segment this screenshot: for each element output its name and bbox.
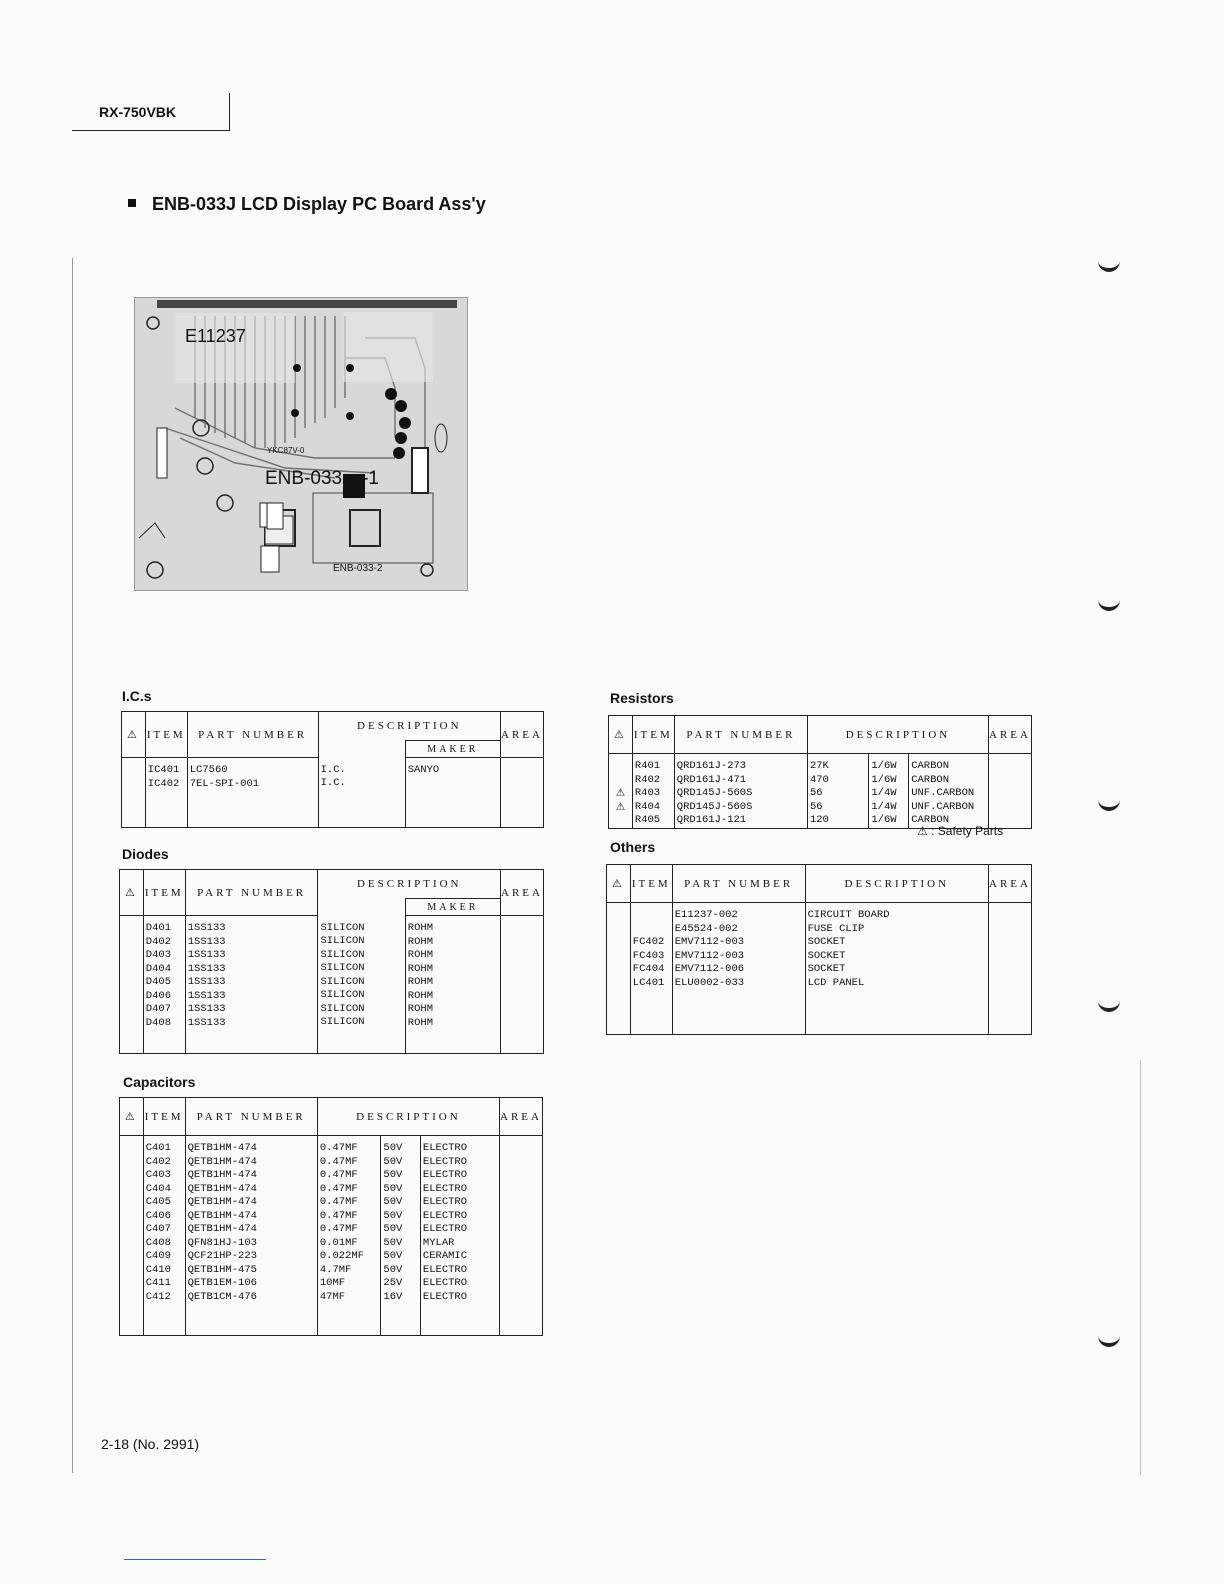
col-part-number: PART NUMBER [185,1098,317,1136]
other-part: E11237-002 [674,909,738,921]
diode-part: 1SS133 [187,976,226,988]
cap-volt: 50V [383,1142,403,1154]
cap-item: C402 [145,1155,171,1168]
other-part: EMV7112-006 [674,963,745,975]
capacitors-heading: Capacitors [123,1074,196,1090]
col-description: DESCRIPTION [807,716,988,754]
cap-type: ELECTRO [422,1169,468,1181]
cap-value: 4.7MF [319,1263,352,1276]
cap-part: QETB1HM-474 [187,1223,257,1235]
header-rule-vertical [229,93,230,130]
col-maker: MAKER [405,899,500,916]
cap-type: ELECTRO [422,1263,468,1276]
board-label-ykc: YKC87V-0 [267,446,305,455]
cap-item: C401 [145,1142,171,1154]
other-desc: FUSE CLIP [807,922,865,935]
diode-part: 1SS133 [187,1003,226,1015]
diode-desc: SILICON [320,948,365,961]
cap-item: C412 [145,1290,171,1303]
cap-value: 0.47MF [319,1209,358,1222]
diode-part: 1SS133 [187,1016,226,1029]
ic-desc: I.C. [320,777,346,789]
res-part: QRD161J-121 [676,814,747,826]
cap-part: QETB1HM-474 [187,1142,257,1154]
cap-volt: 50V [383,1209,403,1222]
col-item: ITEM [630,865,672,903]
warning-icon [611,814,630,828]
board-label-top: E11237 [185,326,246,346]
ic-maker: SANYO [407,764,440,776]
other-desc: SOCKET [807,936,846,948]
res-type: CARBON [911,760,949,772]
res-watt: 1/6W [871,814,897,826]
diode-desc: SILICON [320,921,365,934]
other-desc: CIRCUIT BOARD [807,909,890,921]
other-part: ELU0002-033 [674,976,745,989]
cap-part: QETB1HM-474 [187,1209,257,1222]
cap-value: 0.47MF [319,1142,358,1154]
ic-part: 7EL-SPI-001 [189,777,260,790]
cap-volt: 25V [383,1277,403,1289]
diode-item: D406 [145,989,172,1002]
cap-item: C410 [145,1263,171,1276]
diode-desc: SILICON [320,962,365,974]
cap-volt: 50V [383,1155,403,1168]
ic-desc: I.C. [320,763,346,776]
cap-item: C406 [145,1209,171,1222]
page-number: 2-18 (No. 2991) [101,1436,200,1452]
others-heading: Others [610,839,656,855]
other-desc: SOCKET [807,949,846,962]
col-area: AREA [501,712,544,758]
col-description: DESCRIPTION [318,712,500,741]
cap-type: ELECTRO [422,1196,468,1208]
col-part-number: PART NUMBER [185,870,318,916]
res-watt: 1/4W [871,787,897,799]
diode-desc: SILICON [320,935,365,947]
safety-col-icon: ⚠ [122,712,146,758]
cap-type: MYLAR [422,1236,455,1249]
cap-value: 0.47MF [319,1169,358,1181]
res-value: 56 [809,800,823,813]
cap-part: QETB1HM-474 [187,1196,257,1208]
cap-volt: 50V [383,1263,403,1276]
pc-board-image [134,297,468,591]
cap-value: 0.47MF [319,1223,358,1235]
diode-item: D407 [145,1003,172,1015]
cap-item: C403 [145,1169,171,1181]
cap-item: C407 [145,1223,171,1235]
diode-desc: SILICON [320,975,365,988]
diode-maker: ROHM [407,1016,434,1029]
res-part: QRD161J-471 [676,773,747,786]
res-item: R405 [634,814,661,826]
binder-hole-mark [1098,998,1120,1012]
other-part: EMV7112-003 [674,949,745,962]
cap-part: QETB1EM-106 [187,1277,257,1289]
col-part-number: PART NUMBER [187,712,318,758]
ics-heading: I.C.s [122,688,152,704]
diode-maker: ROHM [407,1003,434,1015]
diode-part: 1SS133 [187,949,226,961]
col-description: DESCRIPTION [805,865,988,903]
res-type: UNF.CARBON [911,800,975,813]
cap-part: QCF21HP-223 [187,1250,257,1262]
other-desc: SOCKET [807,963,846,975]
cap-type: ELECTRO [422,1209,468,1222]
col-area: AREA [989,716,1032,754]
cap-volt: 50V [383,1169,403,1181]
diode-item: D401 [145,922,172,934]
other-item [633,909,670,923]
binder-hole-mark [1098,797,1120,811]
res-type: UNF.CARBON [911,787,975,799]
board-label-mid-suffix: -1 [362,468,380,489]
safety-col-icon: ⚠ [607,865,631,903]
cap-part: QETB1HM-474 [187,1169,257,1181]
ic-item: IC402 [147,777,180,790]
res-item: R403 [634,787,661,799]
res-watt: 1/4W [871,800,897,813]
cap-part: QETB1HM-475 [187,1263,257,1276]
board-label-mid-text: ENB-033 [265,468,343,489]
res-item: R404 [634,800,661,813]
res-watt: 1/6W [871,760,897,772]
diode-desc: SILICON [320,1002,365,1015]
diode-item: D403 [145,949,172,961]
ic-part: LC7560 [189,764,228,776]
diodes-table [119,869,544,1054]
diode-part: 1SS133 [187,935,226,948]
cap-type: ELECTRO [422,1290,468,1303]
safety-col-icon: ⚠ [609,716,633,754]
other-item: FC402 [632,936,665,948]
warning-icon: ⚠ [615,800,626,813]
section-title [128,194,486,215]
resistors-table [608,715,1032,829]
diode-item: D404 [145,962,172,975]
cap-value: 0.47MF [319,1182,358,1195]
cap-type: ELECTRO [422,1223,468,1235]
section-title-text: ENB-033J LCD Display PC Board Ass'y [152,194,486,214]
res-value: 27K [809,760,829,772]
cap-volt: 50V [383,1250,403,1262]
resistors-heading: Resistors [610,690,674,706]
diode-maker: ROHM [407,989,434,1002]
cap-value: 10MF [319,1277,346,1289]
cap-volt: 50V [383,1182,403,1195]
safety-col-icon: ⚠ [120,870,144,916]
cap-volt: 50V [383,1196,403,1208]
ic-maker [408,778,498,792]
binder-hole-mark [1098,597,1120,611]
res-part: QRD161J-273 [676,760,747,772]
cap-value: 0.01MF [319,1236,358,1249]
cap-item: C408 [145,1236,171,1249]
model-label: RX-750VBK [99,104,177,120]
warning-icon: ⚠ [615,787,626,799]
res-part: QRD145J-560S [676,800,753,813]
col-description: DESCRIPTION [318,870,501,899]
other-item: FC404 [632,963,665,975]
res-value: 120 [809,814,829,826]
res-item: R401 [634,760,661,772]
footer-rule [124,1559,266,1560]
binder-hole-mark [1098,258,1120,272]
col-area: AREA [989,865,1032,903]
res-type: CARBON [911,814,949,826]
col-item: ITEM [143,870,185,916]
cap-type: CERAMIC [422,1250,468,1262]
cap-volt: 50V [383,1236,403,1249]
col-part-number: PART NUMBER [674,716,807,754]
cap-item: C409 [145,1250,171,1262]
ics-table [121,711,544,828]
other-part: EMV7112-003 [674,936,745,948]
cap-type: ELECTRO [422,1182,468,1195]
diode-maker: ROHM [407,976,434,988]
col-item: ITEM [632,716,674,754]
diode-maker: ROHM [407,922,434,934]
header-rule [72,130,230,131]
cap-item: C411 [145,1277,171,1289]
cap-volt: 16V [383,1290,403,1303]
ic-item: IC401 [147,764,180,776]
diode-maker: ROHM [407,962,434,975]
diode-maker: ROHM [407,935,434,948]
cap-value: 0.47MF [319,1196,358,1208]
diode-item: D408 [145,1016,172,1029]
board-label-mid [265,468,379,490]
diode-part: 1SS133 [187,922,226,934]
cap-value: 0.022MF [319,1250,364,1262]
cap-item: C404 [145,1182,171,1195]
others-table [606,864,1032,1035]
diode-desc: SILICON [320,1016,365,1028]
capacitors-table [119,1097,543,1336]
board-label-bottom: ENB-033-2 [333,563,383,574]
other-item [633,923,670,937]
other-item: FC403 [632,949,665,962]
other-part: E45524-002 [674,922,738,935]
col-item: ITEM [145,712,187,758]
cap-type: ELECTRO [422,1142,468,1154]
diodes-heading: Diodes [122,846,169,862]
warning-icon [611,760,630,774]
res-value: 56 [809,787,823,799]
col-item: ITEM [143,1098,185,1136]
safety-col-icon: ⚠ [120,1098,144,1136]
col-maker: MAKER [405,741,500,758]
warning-icon [611,774,630,788]
res-type: CARBON [911,773,949,786]
other-item: LC401 [632,976,665,989]
res-item: R402 [634,773,661,786]
col-description: DESCRIPTION [317,1098,499,1136]
cap-item: C405 [145,1196,171,1208]
right-margin-line [1140,1060,1141,1475]
safety-parts-note: ⚠ : Safety Parts [917,824,1004,838]
cap-type: ELECTRO [422,1277,468,1289]
left-margin-line [72,258,73,1473]
cap-part: QETB1CM-476 [187,1290,257,1303]
col-area: AREA [501,870,544,916]
cap-type: ELECTRO [422,1155,468,1168]
other-desc: LCD PANEL [807,976,865,989]
col-part-number: PART NUMBER [672,865,805,903]
square-bullet-icon [128,199,136,207]
diode-maker: ROHM [407,949,434,961]
cap-part: QFN81HJ-103 [187,1236,257,1249]
res-part: QRD145J-560S [676,787,753,799]
diode-part: 1SS133 [187,962,226,975]
col-area: AREA [500,1098,543,1136]
cap-part: QETB1HM-474 [187,1182,257,1195]
res-watt: 1/6W [871,773,897,786]
cap-value: 47MF [319,1290,346,1303]
binder-hole-mark [1098,1333,1120,1347]
cap-part: QETB1HM-474 [187,1155,257,1168]
diode-desc: SILICON [320,989,365,1001]
diode-item: D402 [145,935,172,948]
cap-value: 0.47MF [319,1155,358,1168]
res-value: 470 [809,773,829,786]
diode-part: 1SS133 [187,989,226,1002]
diode-item: D405 [145,976,172,988]
cap-volt: 50V [383,1223,403,1235]
